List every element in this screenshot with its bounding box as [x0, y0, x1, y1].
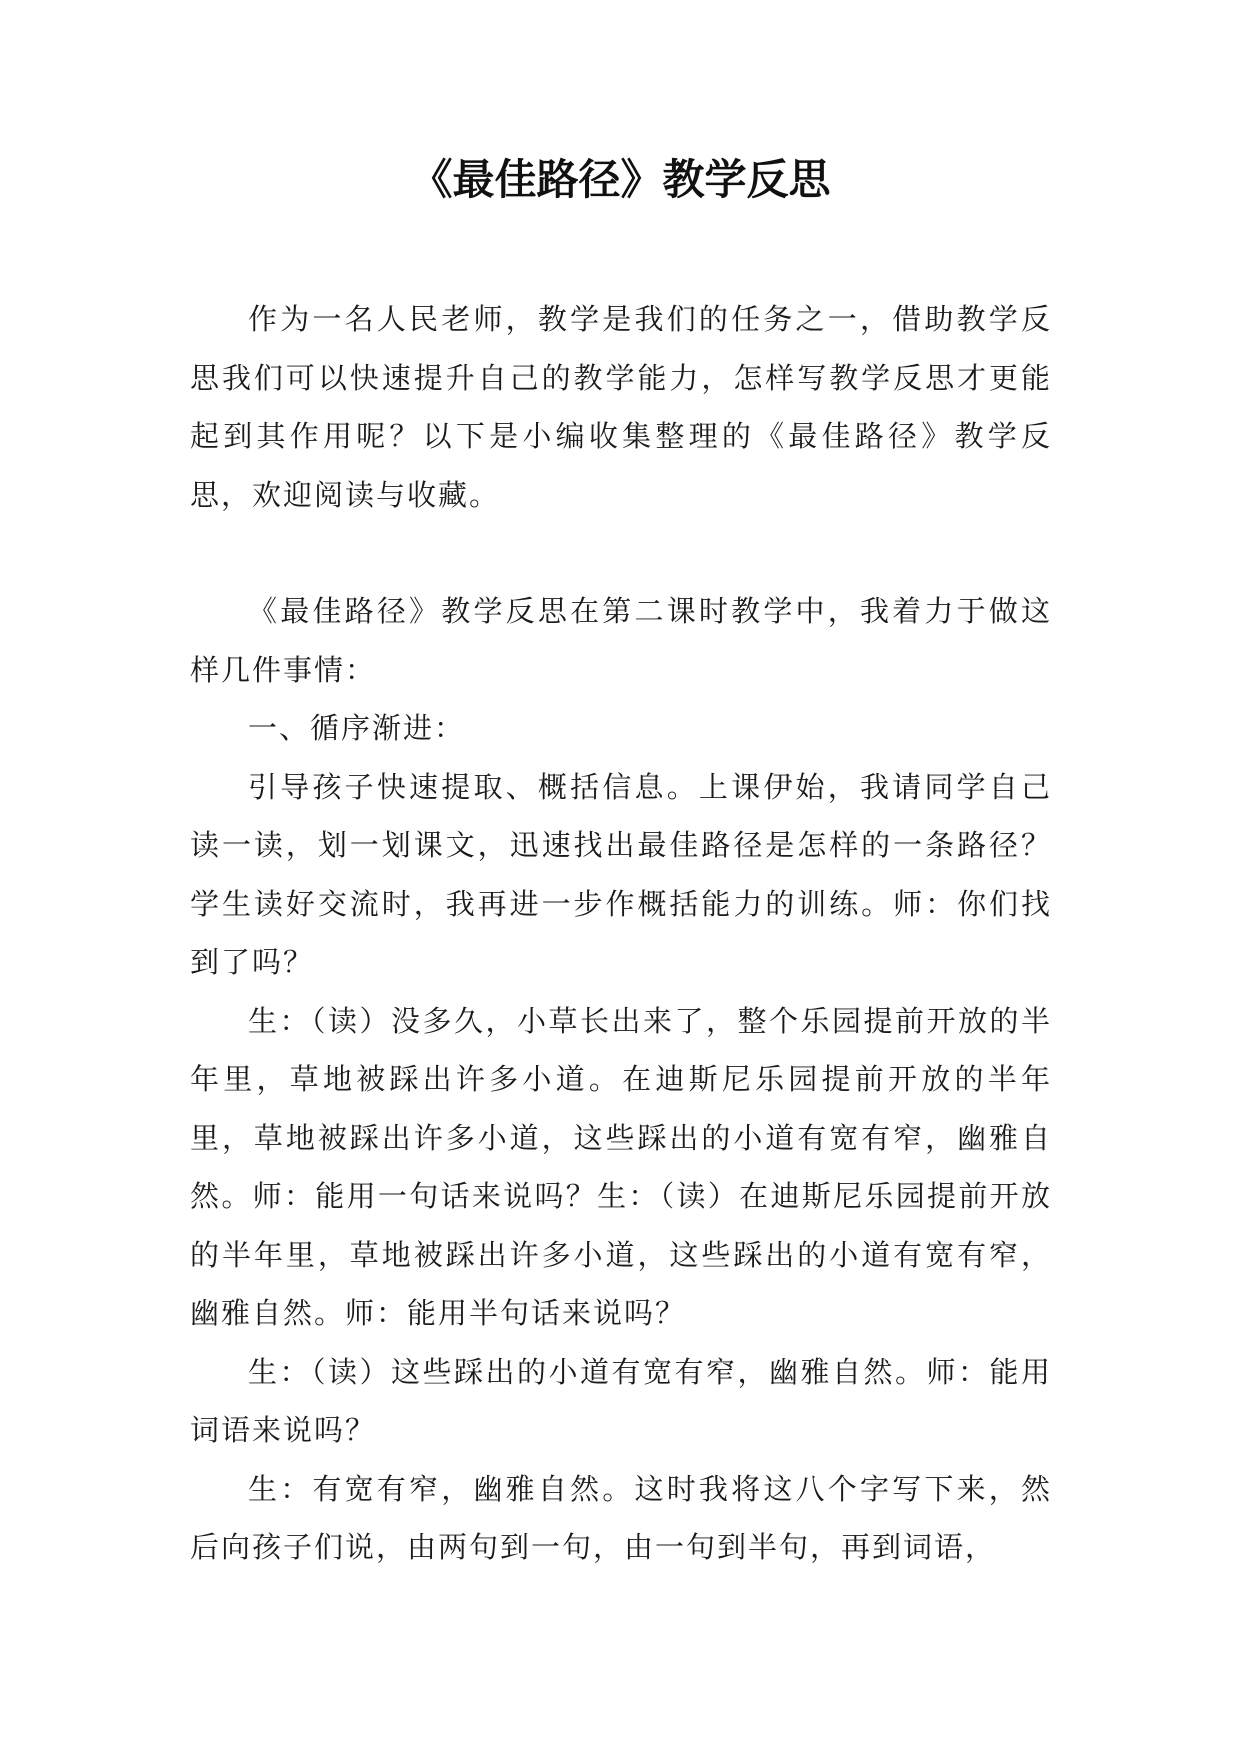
intro-paragraph: 作为一名人民老师，教学是我们的任务之一，借助教学反思我们可以快速提升自己的教学能力，怎样写教学反思才更能起到其作用呢？以下是小编收集整理的《最佳路径》教学反思，欢迎阅读与收藏。 — [190, 302, 1052, 512]
section-heading: 一、循序渐进： — [248, 711, 466, 745]
body-paragraph: 引导孩子快速提取、概括信息。上课伊始，我请同学自己读一读，划一划课文，迅速找出最佳路径是怎样的一条路径？学生读好交流时，我再进一步作概括能力的训练。师：你们找到了吗？ — [190, 769, 1052, 979]
body-paragraph: 生：（读）没多久，小草长出来了，整个乐园提前开放的半年里，草地被踩出许多小道。在迪斯尼乐园提前开放的半年里，草地被踩出许多小道，这些踩出的小道有宽有窄，幽雅自然。师：能用一句话来说吗？生：（读）在迪斯尼乐园提前开放的半年里，草地被踩出许多小道，这些踩出的小道有宽有窄，幽雅自然。师：能用半句话来说吗？ — [190, 1003, 1052, 1330]
body-paragraph: 《最佳路径》教学反思在第二课时教学中，我着力于做这样几件事情： — [190, 594, 1052, 687]
body-paragraph: 生：（读）这些踩出的小道有宽有窄，幽雅自然。师：能用词语来说吗？ — [190, 1354, 1052, 1447]
document-body — [190, 290, 1052, 1577]
document-title: 《最佳路径》教学反思 — [410, 155, 831, 204]
body-paragraph: 生：有宽有窄，幽雅自然。这时我将这八个字写下来，然后向孩子们说，由两句到一句，由一句到半句，再到词语， — [190, 1471, 1052, 1564]
